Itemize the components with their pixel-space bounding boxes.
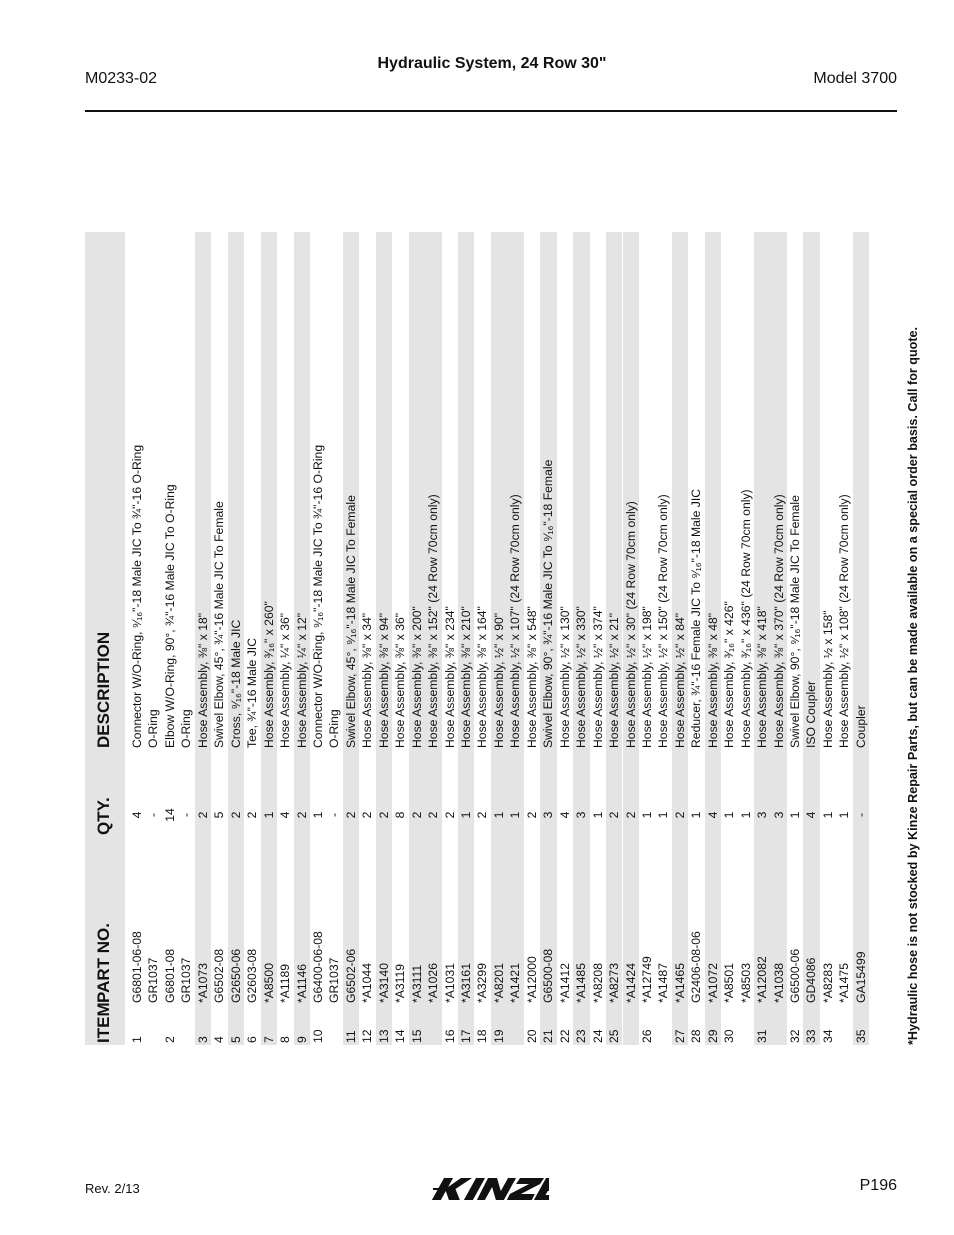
table-row xyxy=(705,232,721,1045)
table-row xyxy=(261,232,277,1045)
row-qty: 5 xyxy=(212,811,227,819)
row-description: Swivel Elbow, 90°, ⁹⁄₁₆"-18 Male JIC To Female xyxy=(788,495,802,748)
row-qty: 2 xyxy=(426,811,441,819)
row-description: Hose Assembly, ½" x 30" (24 Row 70cm only) xyxy=(623,501,638,748)
row-qty: - xyxy=(146,812,161,818)
row-part-no: *A1044 xyxy=(360,963,375,1003)
row-item: 11 xyxy=(343,1030,358,1043)
model-label: Model 3700 xyxy=(813,70,897,87)
row-item: 18 xyxy=(475,1029,490,1043)
row-description: Hose Assembly, ½" x 330" xyxy=(574,606,589,748)
table-row xyxy=(771,232,787,1045)
row-description: O-Ring xyxy=(146,709,161,748)
row-qty: - xyxy=(327,812,342,818)
row-qty: 3 xyxy=(541,811,556,819)
row-qty: 2 xyxy=(623,811,638,819)
row-qty: 4 xyxy=(804,811,819,819)
row-item: 23 xyxy=(574,1029,589,1043)
row-description: Swivel Elbow, 45°, ¾"-16 Male JIC To Female xyxy=(212,501,227,748)
row-description: Cross, ⁹⁄₁₆"-18 Male JIC xyxy=(228,619,243,748)
row-qty: 1 xyxy=(689,811,704,819)
row-qty: 4 xyxy=(557,811,572,819)
revision-label: Rev. 2/13 xyxy=(85,1181,140,1196)
row-part-no: GR1037 xyxy=(179,957,194,1003)
row-item: 1 xyxy=(130,1036,144,1043)
row-item: 25 xyxy=(607,1029,622,1043)
row-item: 33 xyxy=(804,1029,819,1043)
row-part-no: G6801-08 xyxy=(162,948,177,1003)
table-row xyxy=(359,232,375,1045)
table-row xyxy=(129,232,145,1045)
row-description: Hose Assembly, ½" x 90" xyxy=(491,612,506,748)
row-description: Hose Assembly, ³⁄₁₆" x 426" xyxy=(722,601,737,748)
row-part-no: G6801-06-08 xyxy=(130,931,144,1003)
table-row xyxy=(540,232,556,1045)
row-description: Hose Assembly, ½" x 107" (24 Row 70cm only) xyxy=(508,494,523,748)
row-item: 27 xyxy=(672,1029,687,1043)
row-description: Hose Assembly, ⅜" x 48" xyxy=(705,612,720,748)
row-item: 16 xyxy=(442,1029,457,1043)
table-row xyxy=(688,232,704,1045)
table-row xyxy=(425,232,441,1045)
row-description: Hose Assembly, ½" x 21" xyxy=(607,612,622,748)
row-item: 5 xyxy=(228,1036,243,1043)
row-part-no: *A3140 xyxy=(376,963,391,1003)
row-qty: 1 xyxy=(788,811,802,819)
row-description: Hose Assembly, ⅜" x 210" xyxy=(459,606,473,748)
row-qty: 2 xyxy=(245,811,260,819)
row-description: O-Ring xyxy=(179,709,194,748)
row-part-no: G6500-06 xyxy=(788,948,802,1003)
row-description: ISO Coupler xyxy=(804,680,819,748)
row-qty: 1 xyxy=(738,811,753,819)
row-qty: 2 xyxy=(294,811,309,819)
table-row xyxy=(491,232,507,1045)
table-row xyxy=(310,232,326,1045)
row-description: Hose Assembly, ½" x 374" xyxy=(590,606,605,748)
column-header-part-no: PART NO. xyxy=(94,923,113,1003)
row-part-no: GR1037 xyxy=(146,957,161,1003)
table-row xyxy=(442,232,458,1045)
row-qty: 1 xyxy=(491,811,506,819)
row-item: 9 xyxy=(294,1036,309,1043)
footnote: *Hydraulic hose is not stocked by Kinze Repair Parts, but can be made available on a special order basis. Call for quote. xyxy=(906,326,920,1045)
table-row xyxy=(853,232,869,1045)
row-item: 19 xyxy=(491,1029,506,1043)
row-qty: 2 xyxy=(195,811,210,819)
row-description: Hose Assembly, ⅜" x 548" xyxy=(524,606,539,748)
row-item: 26 xyxy=(639,1029,654,1043)
table-row xyxy=(787,232,803,1045)
row-part-no: *A8501 xyxy=(722,963,737,1003)
row-qty: 1 xyxy=(722,811,737,819)
row-qty: 2 xyxy=(376,811,391,819)
table-row xyxy=(162,232,178,1045)
row-part-no: *A8273 xyxy=(607,963,622,1003)
row-part-no: *A12749 xyxy=(639,956,654,1003)
table-row xyxy=(392,232,408,1045)
row-description: Hose Assembly, ⅜" x 418" xyxy=(755,606,770,748)
page-title: Hydraulic System, 24 Row 30" xyxy=(377,55,607,72)
row-qty: 1 xyxy=(459,811,473,819)
table-row xyxy=(195,232,211,1045)
table-row xyxy=(277,232,293,1045)
row-qty: 1 xyxy=(261,811,276,819)
row-part-no: *A1465 xyxy=(672,963,687,1003)
table-row xyxy=(178,232,194,1045)
row-part-no: G6400-06-08 xyxy=(310,931,325,1003)
table-row xyxy=(672,232,688,1045)
document-number: M0233-02 xyxy=(85,70,158,87)
row-description: Hose Assembly, ½" x 108" (24 Row 70cm only) xyxy=(837,494,852,748)
row-description: Hose Assembly, ½ x 158" xyxy=(820,610,835,748)
kinze-logo xyxy=(431,1175,549,1208)
row-item: 7 xyxy=(261,1036,276,1043)
row-part-no: *A1031 xyxy=(442,963,457,1003)
row-qty: 2 xyxy=(409,811,424,819)
row-description: Hose Assembly, ⅜" x 94" xyxy=(376,612,391,748)
table-row xyxy=(557,232,573,1045)
row-part-no: *A1026 xyxy=(426,963,441,1003)
row-part-no: G6502-08 xyxy=(212,948,227,1003)
row-part-no: G6502-06 xyxy=(343,948,358,1003)
row-qty: 2 xyxy=(524,811,539,819)
row-description: Hose Assembly, ⅜" x 164" xyxy=(475,606,490,748)
row-item: 29 xyxy=(705,1029,720,1043)
row-qty: 1 xyxy=(656,811,671,819)
row-description: Hose Assembly, ⅜" x 152" (24 Row 70cm only) xyxy=(426,494,441,748)
row-part-no: G2603-08 xyxy=(245,948,260,1003)
row-description: Hose Assembly, ⅜" x 18" xyxy=(195,612,210,748)
table-row xyxy=(623,232,639,1045)
row-item: 14 xyxy=(393,1029,408,1043)
row-part-no: *A3119 xyxy=(393,963,408,1003)
table-row xyxy=(836,232,852,1045)
row-item: 30 xyxy=(722,1029,737,1043)
row-part-no: *A1072 xyxy=(705,963,720,1003)
row-part-no: GR1037 xyxy=(327,957,342,1003)
row-qty: - xyxy=(179,812,194,818)
row-qty: 14 xyxy=(162,808,177,822)
table-row xyxy=(820,232,836,1045)
row-qty: 2 xyxy=(360,811,375,819)
row-description: Hose Assembly, ³⁄₁₆" x 260" xyxy=(261,601,276,748)
row-description: Hose Assembly, ¼" x 12" xyxy=(294,612,309,748)
row-item: 8 xyxy=(278,1036,293,1043)
row-item: 35 xyxy=(853,1029,868,1043)
row-description: Connector W/O-Ring, ⁹⁄₁₆"-18 Male JIC To ¾"-16 O-Ring xyxy=(130,444,144,748)
row-qty: 1 xyxy=(820,811,835,819)
table-row xyxy=(590,232,606,1045)
table-row xyxy=(228,232,244,1045)
row-description: Hose Assembly, ⅜" x 370" (24 Row 70cm only) xyxy=(771,494,786,748)
row-part-no: *A1485 xyxy=(574,963,589,1003)
row-part-no: G6500-08 xyxy=(541,948,556,1003)
page-number: P196 xyxy=(859,1177,897,1194)
row-item: 13 xyxy=(376,1029,391,1043)
table-row xyxy=(343,232,359,1045)
table-row xyxy=(803,232,819,1045)
row-qty: 1 xyxy=(639,811,654,819)
row-qty: 2 xyxy=(228,811,243,819)
parts-table xyxy=(85,232,920,1045)
row-description: Connector W/O-Ring, ⁹⁄₁₆"-18 Male JIC To ¾"-16 O-Ring xyxy=(310,444,325,748)
table-row xyxy=(606,232,622,1045)
row-qty: 8 xyxy=(393,811,408,819)
table-row xyxy=(211,232,227,1045)
row-item: 24 xyxy=(590,1029,605,1043)
row-qty: 3 xyxy=(574,811,589,819)
row-part-no: *A8201 xyxy=(491,963,506,1003)
table-row xyxy=(458,232,474,1045)
row-qty: 3 xyxy=(771,811,786,819)
row-description: Hose Assembly, ⅜" x 234" xyxy=(442,606,457,748)
row-part-no: *A1487 xyxy=(656,963,671,1003)
row-qty: 2 xyxy=(343,811,358,819)
row-qty: 3 xyxy=(755,811,770,819)
row-item: 31 xyxy=(755,1029,770,1043)
kinze-logo-mark xyxy=(431,1175,549,1203)
row-description: Hose Assembly, ½" x 198" xyxy=(639,606,654,748)
row-item: 32 xyxy=(788,1029,802,1043)
row-description: Hose Assembly, ⅜" x 36" xyxy=(393,612,408,748)
row-item: 3 xyxy=(195,1036,210,1043)
row-description: Hose Assembly, ½" x 84" xyxy=(672,612,687,748)
row-part-no: *A1475 xyxy=(837,963,852,1003)
row-part-no: *A3299 xyxy=(475,963,490,1003)
row-item: 12 xyxy=(360,1029,375,1043)
row-qty: 1 xyxy=(590,811,605,819)
table-row xyxy=(573,232,589,1045)
row-qty: 2 xyxy=(672,811,687,819)
row-part-no: *A8208 xyxy=(590,963,605,1003)
row-description: Hose Assembly, ⅜" x 34" xyxy=(360,612,375,748)
row-part-no: *A8500 xyxy=(261,963,276,1003)
table-row xyxy=(507,232,523,1045)
row-item: 28 xyxy=(689,1029,704,1043)
table-row xyxy=(294,232,310,1045)
row-part-no: GA15499 xyxy=(853,951,868,1003)
row-part-no: *A1189 xyxy=(278,963,293,1003)
table-row xyxy=(738,232,754,1045)
column-header-description: DESCRIPTION xyxy=(94,631,113,748)
column-header-qty: QTY. xyxy=(94,797,113,835)
row-item: 4 xyxy=(212,1036,227,1043)
row-part-no: *A1424 xyxy=(623,963,638,1003)
row-part-no: *A8283 xyxy=(820,963,835,1003)
row-part-no: *A1412 xyxy=(557,963,572,1003)
row-qty: - xyxy=(853,812,868,818)
row-part-no: GD4086 xyxy=(804,957,819,1003)
row-qty: 2 xyxy=(607,811,622,819)
row-qty: 2 xyxy=(475,811,490,819)
row-part-no: *A12000 xyxy=(524,956,539,1003)
row-qty: 4 xyxy=(705,811,720,819)
row-part-no: *A8503 xyxy=(738,963,753,1003)
row-part-no: *A1146 xyxy=(294,963,309,1003)
row-part-no: *A1073 xyxy=(195,963,210,1003)
row-part-no: *A3111 xyxy=(409,964,424,1003)
table-row xyxy=(639,232,655,1045)
row-item: 17 xyxy=(459,1029,473,1043)
row-description: Coupler xyxy=(853,705,868,748)
table-row xyxy=(244,232,260,1045)
table-row xyxy=(326,232,342,1045)
table-row xyxy=(754,232,770,1045)
header-rule xyxy=(85,110,897,112)
row-description: Elbow W/O-Ring, 90°, ¾"-16 Male JIC To O-Ring xyxy=(162,484,177,748)
row-description: Hose Assembly, ½" x 130" xyxy=(557,606,572,748)
row-item: 10 xyxy=(310,1029,325,1043)
table-row xyxy=(145,232,161,1045)
row-item: 22 xyxy=(557,1029,572,1043)
row-description: Swivel Elbow, 45°, ⁹⁄₁₆"-18 Male JIC To Female xyxy=(343,495,358,748)
row-qty: 4 xyxy=(130,811,144,819)
row-qty: 1 xyxy=(837,811,852,819)
table-row xyxy=(655,232,671,1045)
row-part-no: *A12082 xyxy=(755,956,770,1003)
table-row xyxy=(524,232,540,1045)
row-part-no: *A1038 xyxy=(771,963,786,1003)
row-qty: 1 xyxy=(508,811,523,819)
column-header-item: ITEM xyxy=(94,1002,113,1043)
row-item: 6 xyxy=(245,1036,260,1043)
row-item: 2 xyxy=(162,1036,177,1043)
row-part-no: *A3161 xyxy=(459,963,473,1003)
row-description: O-Ring xyxy=(327,709,342,748)
row-item: 34 xyxy=(820,1029,835,1043)
row-part-no: G2406-08-06 xyxy=(689,931,704,1003)
row-item: 15 xyxy=(409,1029,424,1043)
row-description: Reducer, ¾"-16 Female JIC To ⁹⁄₁₆"-18 Male JIC xyxy=(689,488,704,748)
row-part-no: G2650-06 xyxy=(228,948,243,1003)
row-qty: 2 xyxy=(442,811,457,819)
row-part-no: *A1421 xyxy=(508,963,523,1003)
row-description: Hose Assembly, ¼" x 36" xyxy=(278,612,293,748)
table-row xyxy=(721,232,737,1045)
row-item: 21 xyxy=(541,1029,556,1043)
table-row xyxy=(474,232,490,1045)
row-qty: 1 xyxy=(310,811,325,819)
table-row xyxy=(376,232,392,1045)
row-description: Hose Assembly, ½" x 150" (24 Row 70cm only) xyxy=(656,494,671,748)
table-row xyxy=(409,232,425,1045)
row-description: Tee, ¾"-16 Male JIC xyxy=(245,638,260,748)
row-description: Hose Assembly, ⅜" x 200" xyxy=(409,606,424,748)
row-description: Hose Assembly, ³⁄₁₆" x 436" (24 Row 70cm only) xyxy=(738,489,753,748)
row-qty: 4 xyxy=(278,811,293,819)
row-description: Swivel Elbow, 90°, ¾"-16 Male JIC To ⁹⁄₁₆"-18 Female xyxy=(541,459,556,748)
row-item: 20 xyxy=(524,1029,539,1043)
